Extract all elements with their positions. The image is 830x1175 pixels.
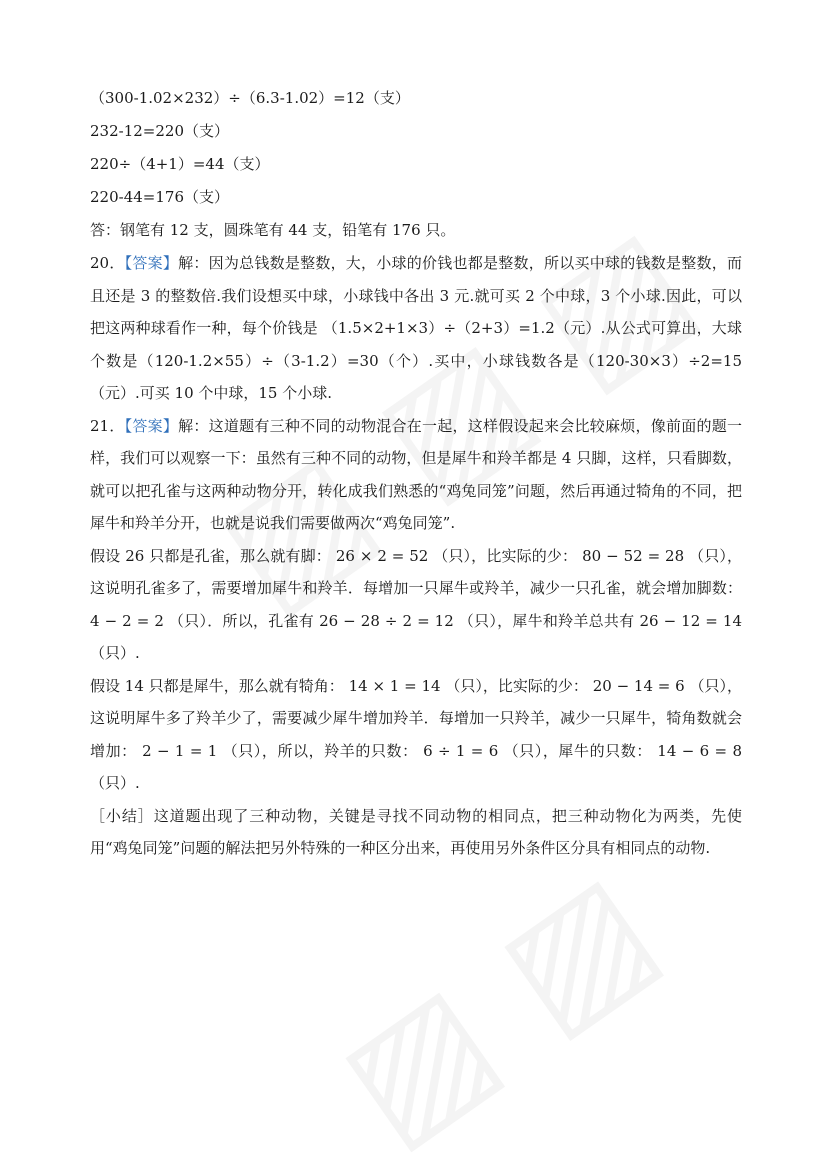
- answer-line: 答：钢笔有 12 支，圆珠笔有 44 支，铅笔有 176 只。: [90, 221, 456, 239]
- calc-line: 220÷（4+1）=44（支）: [90, 155, 270, 173]
- answer-text: 解：因为总钱数是整数，大，小球的价钱也都是整数，所以买中球的钱数是整数，而且还是 3 的整数倍.我们设想买中球，小球钱中各出 3 元.就可买 2 个中球，3 个小球.因此，可以把这两种球看作一种，每个价钱是 （1.5×2+1×3）÷（2+3）=1.2（元）.从公式可算出，大球个数是（120-1.2×55）÷（3-1.2）=30（个）.买中，小球钱数各是（120-30×3）÷2=15（元）.可买 10 个中球，15 个小球.: [90, 254, 742, 402]
- watermark: [310, 839, 685, 1174]
- answer-text: 解：这道题有三种不同的动物混合在一起，这样假设起来会比较麻烦，像前面的题一样，我们可以观察一下：虽然有三种不同的动物，但是犀牛和羚羊都是 4 只脚，这样，只看脚数，就可以把孔雀与这两种动物分开，转化成我们熟悉的“鸡兔同笼”问题，然后再通过犄角的不同，把犀牛和羚羊分开，也就是说我们需要做两次“鸡兔同笼”.: [90, 416, 742, 532]
- solution-paragraph: 假设 14 只都是犀牛，那么就有犄角： 14 × 1 = 14 （只），比实际的少： 20 − 14 = 6 （只），这说明犀牛多了羚羊少了，需要减少犀牛增加羚羊．每增加一只羚羊，减少一只犀牛，犄角数就会增加： 2 − 1 = 1 （只），所以，羚羊的只数： 6 ÷ 1 = 6 （只），犀牛的只数： 14 − 6 = 8 （只）.: [90, 676, 742, 792]
- calc-line: （300-1.02×232）÷（6.3-1.02）=12（支）: [90, 89, 410, 107]
- answer-tag: 【答案】: [124, 416, 179, 435]
- answer-tag: 【答案】: [124, 254, 179, 272]
- question-20-answer: [90, 247, 742, 410]
- question-number: 21．: [90, 416, 125, 435]
- calc-line: 220-44=176（支）: [90, 188, 229, 206]
- calc-line: 232-12=220（支）: [90, 122, 229, 140]
- document-body: [90, 82, 742, 865]
- solution-paragraph: 假设 26 只都是孔雀，那么就有脚： 26 × 2 = 52 （只），比实际的少： 80 − 52 = 28 （只），这说明孔雀多了，需要增加犀牛和羚羊．每增加一只犀牛或羚羊，减少一只孔雀，就会增加脚数： 4 − 2 = 2 （只）．所以，孔雀有 26 − 28 ÷ 2 = 12 （只），犀牛和羚羊总共有 26 − 12 = 14 （只）.: [90, 546, 742, 662]
- summary-paragraph: ［小结］这道题出现了三种动物，关键是寻找不同动物的相同点，把三种动物化为两类，先使用“鸡兔同笼”问题的解法把另外特殊的一种区分出来，再使用另外条件区分具有相同点的动物.: [90, 806, 742, 857]
- question-21-answer: [90, 410, 742, 540]
- question-number: 20．: [90, 254, 125, 272]
